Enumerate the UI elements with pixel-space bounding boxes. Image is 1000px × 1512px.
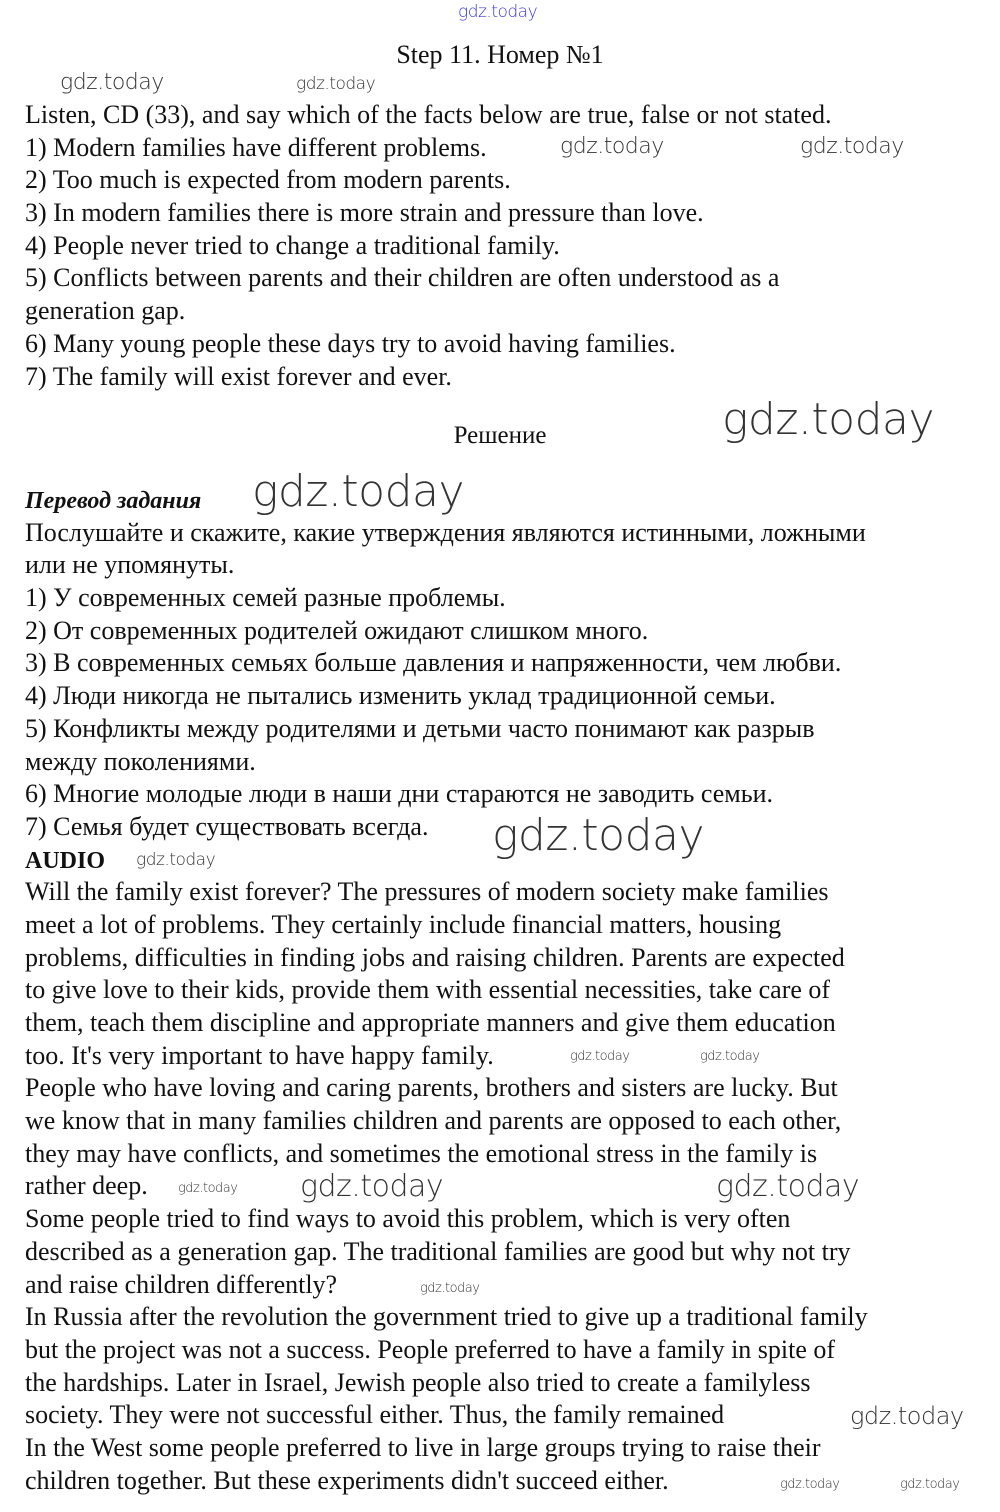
watermark: gdz.today <box>296 74 376 94</box>
translation-line: 5) Конфликты между родителями и детьми часто понимают как разрыв <box>25 713 815 743</box>
translation-line: или не упомянуты. <box>25 550 235 580</box>
watermark: gdz.today <box>570 1049 630 1064</box>
watermark: gdz.today <box>716 1169 860 1204</box>
audio-line: and raise children differently? <box>25 1269 338 1299</box>
translation-heading: Перевод задания <box>25 488 202 514</box>
watermark: gdz.today <box>136 850 216 870</box>
translation-line: 6) Многие молодые люди в наши дни стараются не заводить семьи. <box>25 779 773 809</box>
audio-line: meet a lot of problems. They certainly include financial matters, housing <box>25 909 782 939</box>
task-line: 3) In modern families there is more strain and pressure than love. <box>25 198 704 228</box>
task-line: 4) People never tried to change a traditional family. <box>25 230 560 260</box>
audio-line: Will the family exist forever? The pressures of modern society make families <box>25 877 829 907</box>
audio-line: described as a generation gap. The traditional families are good but why not try <box>25 1236 851 1266</box>
watermark: gdz.today <box>252 466 465 517</box>
audio-heading: AUDIO <box>25 847 106 874</box>
audio-line: them, teach them discipline and appropriate manners and give them education <box>25 1008 836 1037</box>
audio-line: In the West some people preferred to live in large groups trying to raise their <box>25 1432 821 1462</box>
task-line: 2) Too much is expected from modern parents. <box>25 165 511 195</box>
audio-line: society. They were not successful either. Thus, the family remained <box>25 1400 725 1430</box>
task-line: 5) Conflicts between parents and their children are often understood as a <box>25 263 780 293</box>
translation-line: Послушайте и скажите, какие утверждения являются истинными, ложными <box>25 517 866 547</box>
translation-line: 3) В современных семьях больше давления и напряженности, чем любви. <box>25 648 842 678</box>
translation-line: 1) У современных семей разные проблемы. <box>25 583 506 613</box>
solution-label: Решение <box>453 422 547 449</box>
watermark: gdz.today <box>900 1477 960 1492</box>
audio-line: People who have loving and caring parents, brothers and sisters are lucky. But <box>25 1073 838 1103</box>
audio-line: we know that in many families children and parents are opposed to each other, <box>25 1106 842 1136</box>
watermark: gdz.today <box>780 1477 840 1492</box>
translation-line: между поколениями. <box>25 746 256 776</box>
watermark: gdz.today <box>700 1049 760 1064</box>
audio-line: too. It's very important to have happy family. <box>25 1040 494 1070</box>
audio-line: the hardships. Later in Israel, Jewish people also tried to create a familyless <box>25 1367 811 1397</box>
watermark: gdz.today <box>300 1169 444 1204</box>
task-line: 6) Many young people these days try to avoid having families. <box>25 328 676 358</box>
task-line: Listen, CD (33), and say which of the facts below are true, false or not stated. <box>25 100 832 129</box>
audio-line: problems, difficulties in finding jobs and raising children. Parents are expected <box>25 942 845 972</box>
task-line: generation gap. <box>25 296 186 326</box>
watermark: gdz.today <box>60 70 164 95</box>
audio-line: to give love to their kids, provide them with essential necessities, take care of <box>25 975 831 1005</box>
watermark: gdz.today <box>800 134 904 159</box>
solution-body <box>25 484 868 1497</box>
watermark: gdz.today <box>178 1181 238 1196</box>
audio-line: rather deep. <box>25 1171 148 1201</box>
translation-line: 2) От современных родителей ожидают слишком много. <box>25 615 649 645</box>
page-title: Step 11. Номер №1 <box>396 40 604 69</box>
watermark: gdz.today <box>850 1402 964 1430</box>
watermark: gdz.today <box>722 394 935 445</box>
watermark: gdz.today <box>492 810 705 861</box>
translation-line: 4) Люди никогда не пытались изменить уклад традиционной семьи. <box>25 681 776 711</box>
watermark: gdz.today <box>420 1281 480 1296</box>
translation-line: 7) Семья будет существовать всегда. <box>25 811 429 841</box>
audio-line: but the project was not a success. People preferred to have a family in spite of <box>25 1334 836 1364</box>
watermark: gdz.today <box>560 134 664 159</box>
audio-line: they may have conflicts, and sometimes the emotional stress in the family is <box>25 1138 818 1168</box>
audio-line: children together. But these experiments didn't succeed either. <box>25 1465 669 1495</box>
task-line: 1) Modern families have different problems. <box>25 132 487 162</box>
audio-line: In Russia after the revolution the government tried to give up a traditional family <box>25 1302 868 1332</box>
task-line: 7) The family will exist forever and ever. <box>25 361 452 391</box>
audio-line: Some people tried to find ways to avoid this problem, which is very often <box>25 1204 791 1234</box>
watermark: gdz.today <box>458 2 538 22</box>
task-text <box>25 99 831 393</box>
